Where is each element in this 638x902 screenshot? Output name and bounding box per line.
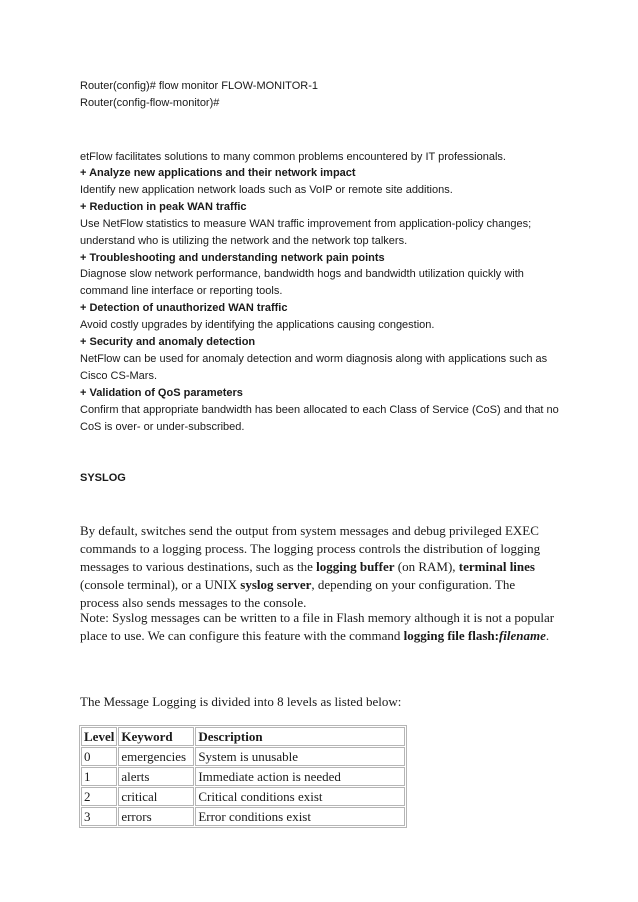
syslog-p1-text-e: , depending on your configuration. The process also sends messages to the console. bbox=[80, 577, 516, 610]
command-line-2: Router(config-flow-monitor)# bbox=[80, 97, 220, 109]
level-cell: 0 bbox=[81, 747, 117, 766]
intro-text: etFlow facilitates solutions to many common problems encountered by IT professionals. bbox=[80, 151, 506, 163]
feature-description-line: CoS is over- or under-subscribed. bbox=[80, 420, 245, 433]
feature-description-line: command line interface or reporting tools. bbox=[80, 285, 283, 298]
table-row bbox=[81, 787, 405, 806]
feature-description-line: Confirm that appropriate bandwidth has been allocated to each Class of Service (CoS) and that no bbox=[80, 403, 559, 416]
level-cell: 1 bbox=[81, 767, 117, 786]
syslog-paragraph-2 bbox=[80, 609, 560, 645]
feature-description-line: understand who is utilizing the network and the network top talkers. bbox=[80, 234, 408, 247]
feature-description-line: Avoid costly upgrades by identifying the applications causing congestion. bbox=[80, 319, 435, 332]
feature-description-line: Identify new application network loads such as VoIP or remote site additions. bbox=[80, 183, 453, 196]
table-header-row bbox=[81, 727, 405, 746]
table-row bbox=[81, 767, 405, 786]
syslog-p2-filename: filename bbox=[498, 628, 546, 643]
header-description: Description bbox=[195, 727, 405, 746]
keyword-cell: alerts bbox=[118, 767, 194, 786]
syslog-p1-syslog-server: syslog server bbox=[240, 577, 312, 592]
levels-intro: The Message Logging is divided into 8 levels as listed below: bbox=[80, 694, 402, 709]
header-keyword: Keyword bbox=[118, 727, 194, 746]
syslog-p1-text-d: (console terminal), or a UNIX bbox=[80, 577, 241, 592]
syslog-p1-logging-buffer: logging buffer bbox=[316, 559, 395, 574]
table-row bbox=[81, 807, 405, 826]
level-cell: 2 bbox=[81, 787, 117, 806]
syslog-p1-text-a: By default, switches send the output from system messages and debug privileged EXEC commands to a logging process. The logging process controls the distribution of logging messages to various destinations, such as the bbox=[80, 523, 541, 574]
feature-description-line: NetFlow can be used for anomaly detection and worm diagnosis along with applications such as bbox=[80, 352, 548, 365]
syslog-p1-terminal-lines: terminal lines bbox=[458, 559, 535, 574]
syslog-p1-text-c: (on RAM), bbox=[394, 559, 459, 574]
logging-levels-table bbox=[79, 725, 407, 828]
feature-heading: + Analyze new applications and their network impact bbox=[80, 167, 356, 179]
description-cell: Critical conditions exist bbox=[195, 787, 405, 806]
level-cell: 3 bbox=[81, 807, 117, 826]
keyword-cell: critical bbox=[118, 787, 194, 806]
syslog-paragraph-1 bbox=[80, 522, 550, 612]
syslog-p2-command: logging file flash: bbox=[403, 628, 499, 643]
syslog-heading: SYSLOG bbox=[80, 472, 126, 484]
keyword-cell: errors bbox=[118, 807, 194, 826]
description-cell: System is unusable bbox=[195, 747, 405, 766]
syslog-p2-text-c: . bbox=[545, 628, 550, 643]
feature-heading: + Detection of unauthorized WAN traffic bbox=[80, 302, 288, 315]
feature-heading: + Troubleshooting and understanding network pain points bbox=[80, 251, 385, 264]
table-row bbox=[81, 747, 405, 766]
description-cell: Error conditions exist bbox=[195, 807, 405, 826]
feature-description-line: Cisco CS-Mars. bbox=[80, 369, 158, 382]
feature-heading: + Reduction in peak WAN traffic bbox=[80, 200, 247, 213]
keyword-cell: emergencies bbox=[118, 747, 194, 766]
feature-description-line: Use NetFlow statistics to measure WAN traffic improvement from application-policy changes; bbox=[80, 217, 532, 230]
feature-heading: + Validation of QoS parameters bbox=[80, 386, 243, 399]
header-level: Level bbox=[81, 727, 117, 746]
feature-description-line: Diagnose slow network performance, bandwidth hogs and bandwidth utilization quickly with bbox=[80, 268, 524, 281]
description-cell: Immediate action is needed bbox=[195, 767, 405, 786]
syslog-p2-text-a: Note: Syslog messages can be written to a file in Flash memory although it is not a popular place to use. We can configure this feature with the command bbox=[80, 610, 555, 643]
command-line-1: Router(config)# flow monitor FLOW-MONITOR-1 bbox=[80, 80, 318, 92]
feature-heading: + Security and anomaly detection bbox=[80, 336, 256, 348]
